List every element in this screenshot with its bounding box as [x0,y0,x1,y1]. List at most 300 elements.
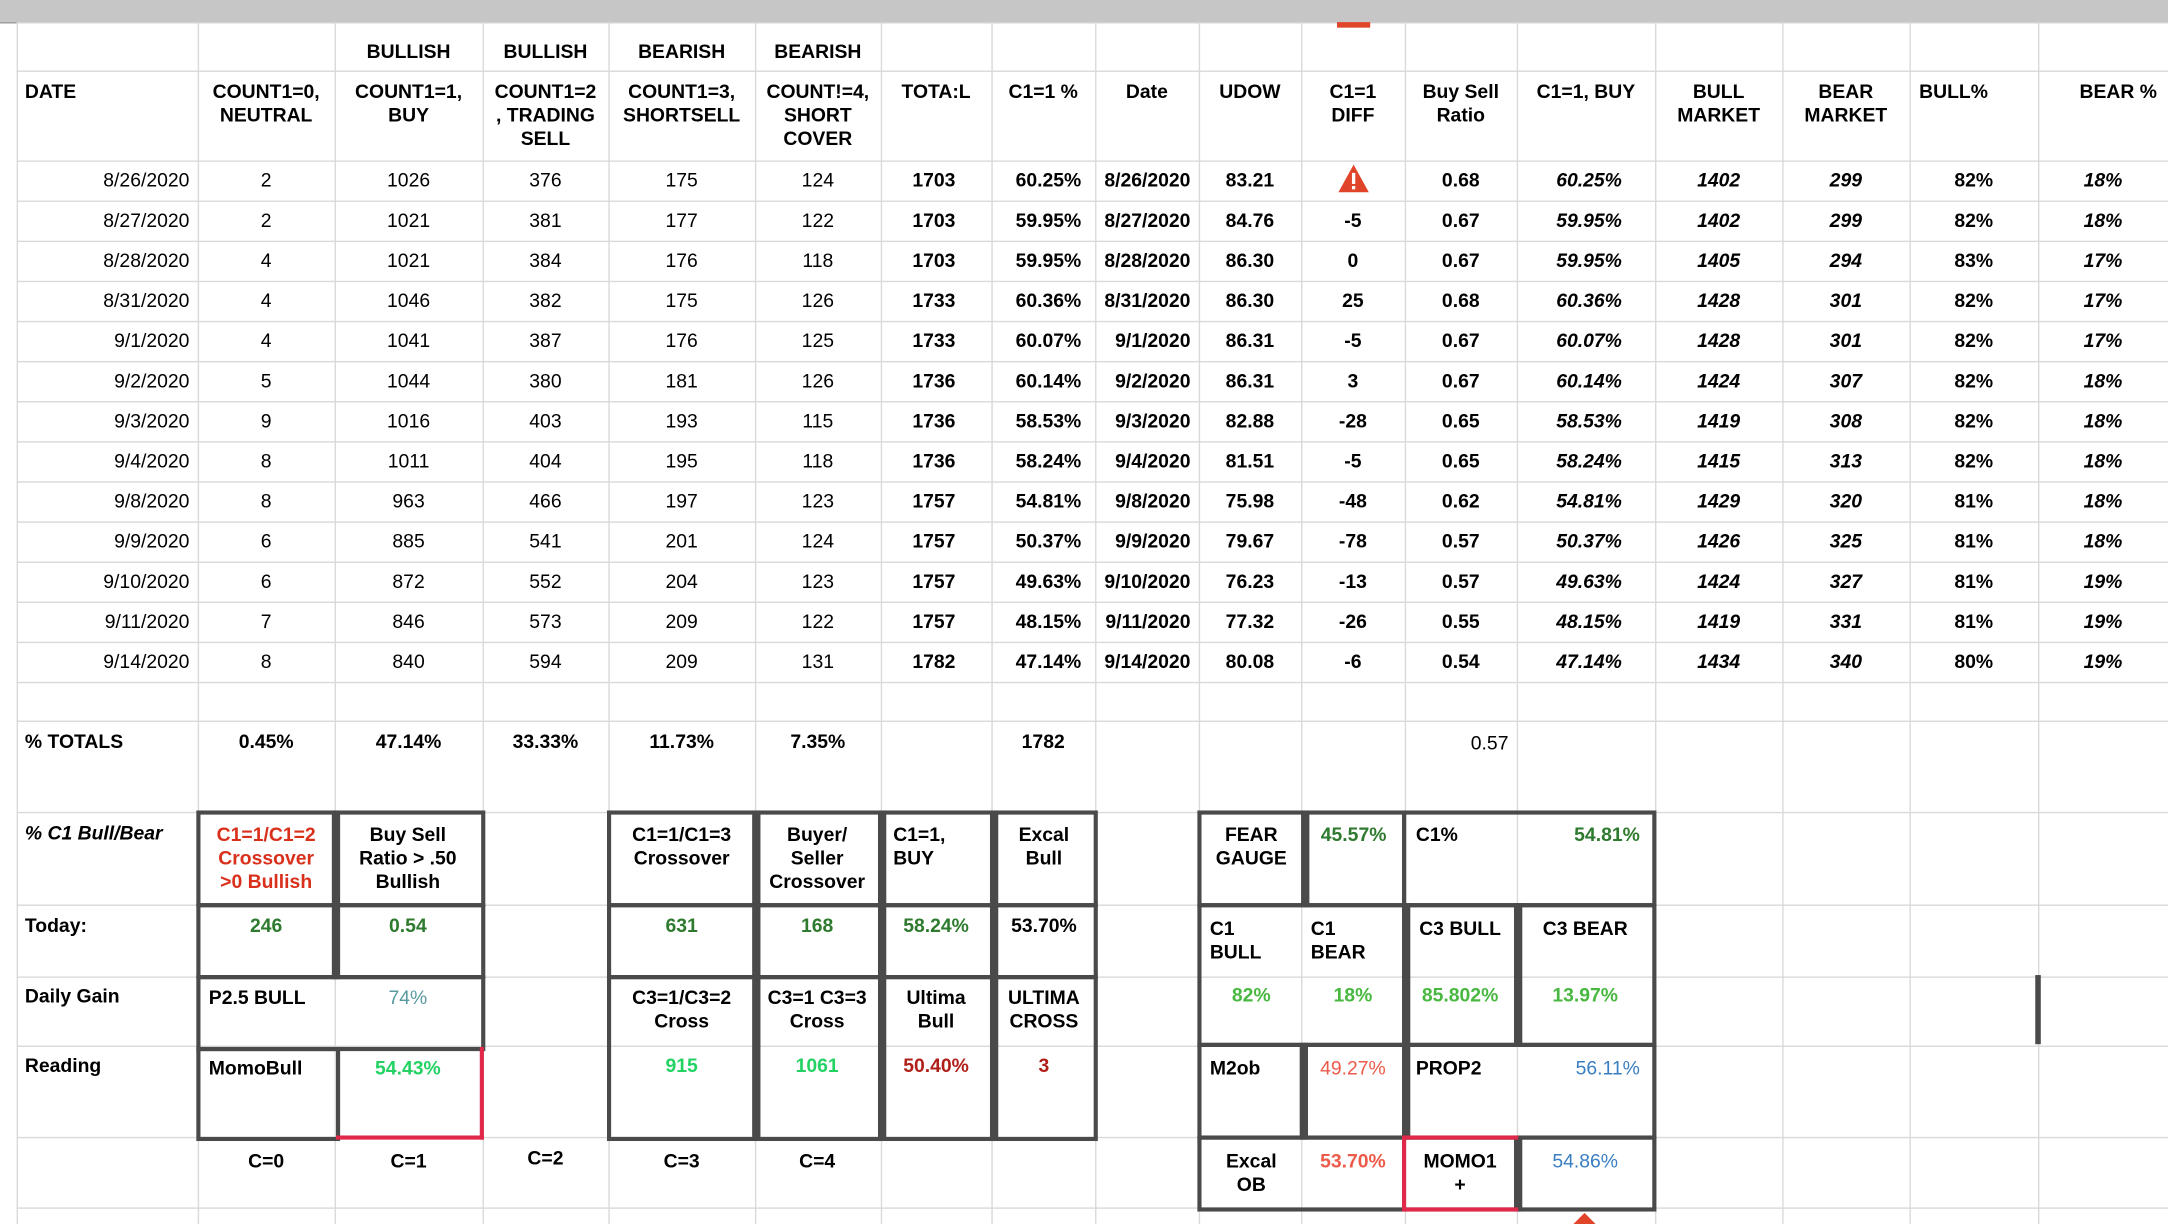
table-cell[interactable]: 376 [529,168,562,191]
table-cell[interactable]: 1736 [912,369,956,392]
grid-hline [17,71,2168,72]
table-cell[interactable]: 404 [529,449,562,472]
c3c3-cross-label: C3=1 C3=3 Cross [767,986,867,1032]
table-cell[interactable]: 83.21 [1225,168,1275,191]
table-cell[interactable]: 1046 [387,289,431,312]
table-cell[interactable]: 466 [529,489,562,512]
ultima-cross-value: 3 [1038,1053,1050,1077]
column-header[interactable]: BEAR % [2079,80,2157,103]
table-cell[interactable]: 17% [2083,248,2123,272]
c1-bear-label: C1 BEAR [1310,916,1366,963]
table-cell[interactable]: 47.14% [1556,650,1622,673]
table-cell[interactable]: 387 [529,329,562,352]
column-header[interactable]: C1=1, BUY [1536,80,1636,103]
table-cell[interactable]: 18% [2083,168,2123,191]
column-header[interactable]: Buy Sell Ratio [1422,80,1499,126]
table-cell[interactable]: 1021 [387,208,431,231]
table-cell[interactable]: 1011 [387,449,430,472]
table-cell[interactable]: 963 [392,489,425,512]
p25-bull-value: 74% [388,986,428,1009]
table-cell[interactable]: 82% [1954,449,1994,472]
table-cell[interactable]: -78 [1338,529,1367,552]
table-cell[interactable]: 1757 [912,489,956,512]
table-cell[interactable]: -5 [1344,208,1362,231]
table-cell[interactable]: 84.76 [1225,208,1275,231]
bottom-label-c2: C=2 [527,1146,564,1169]
table-cell[interactable]: 193 [665,409,698,432]
table-cell[interactable]: 50.37% [1015,529,1082,552]
table-cell[interactable]: 331 [1829,609,1862,633]
table-cell[interactable]: 209 [665,609,698,633]
table-cell[interactable]: 9/1/2020 [1115,329,1191,352]
table-cell[interactable]: 313 [1829,449,1862,472]
table-cell[interactable]: 541 [529,529,562,552]
table-cell[interactable]: 9/14/2020 [103,650,190,673]
table-cell[interactable]: 131 [801,650,834,673]
table-cell[interactable]: 0.65 [1441,409,1480,432]
table-cell[interactable]: 83% [1954,248,1994,272]
table-cell[interactable]: 181 [665,369,698,392]
table-cell[interactable]: 80.08 [1225,650,1275,673]
table-cell[interactable]: 1428 [1697,289,1741,312]
table-cell[interactable]: 2 [260,168,272,191]
c3c3-cross-value: 1061 [795,1053,839,1077]
column-header[interactable]: BULL% [1919,80,1988,103]
table-cell[interactable]: 1703 [912,168,956,191]
table-cell[interactable]: 209 [665,650,698,673]
table-cell[interactable]: 9/11/2020 [104,609,190,633]
table-cell[interactable]: 18% [2083,489,2123,512]
table-cell[interactable]: 320 [1829,489,1862,512]
ultima-cross-label: ULTIMA CROSS [1008,986,1080,1032]
table-cell[interactable]: 1733 [912,289,956,312]
table-cell[interactable]: 1419 [1697,409,1741,432]
table-cell[interactable]: 81% [1954,529,1994,552]
table-cell[interactable]: 59.95% [1015,248,1082,272]
c3-bear-label: C3 BEAR [1542,916,1628,940]
c3-bull-label: C3 BULL [1419,916,1501,940]
table-cell[interactable]: 9/2/2020 [114,369,190,392]
momobull-value: 54.43% [375,1056,441,1079]
table-cell[interactable]: 1757 [912,529,956,552]
table-cell[interactable]: 49.63% [1015,569,1082,592]
column-header[interactable]: COUNT1=3, SHORTSELL [623,80,741,126]
group-header-bearish-2: BEARISH [774,40,862,63]
grid-hline [17,281,2168,282]
table-cell[interactable]: 118 [802,248,834,272]
totals-c1: 47.14% [375,730,442,753]
table-cell[interactable]: 382 [529,289,562,312]
table-cell[interactable]: 1021 [387,248,431,272]
table-cell[interactable]: -5 [1344,329,1362,352]
label-c1-bull-bear: % C1 Bull/Bear [24,821,163,844]
table-cell[interactable]: 1736 [912,449,956,472]
table-cell[interactable]: 19% [2083,569,2123,592]
table-cell[interactable]: 118 [802,449,834,472]
c3-bear-value: 13.97% [1552,983,1619,1006]
label-daily-gain: Daily Gain [24,984,120,1007]
table-cell[interactable]: 49.63% [1556,569,1622,592]
grid-hline [17,481,2168,482]
c1-bull-value: 82% [1231,983,1271,1006]
table-cell[interactable]: 82% [1954,369,1994,392]
table-cell[interactable]: 0.57 [1441,569,1480,592]
totals-c3: 11.73% [649,730,714,753]
table-cell[interactable]: 308 [1829,409,1862,432]
table-cell[interactable]: 0.54 [1441,650,1480,673]
table-cell[interactable]: 81.51 [1225,449,1275,472]
table-cell[interactable]: 552 [529,569,562,592]
table-cell[interactable]: 60.25% [1015,168,1082,191]
table-cell[interactable]: 340 [1829,650,1862,673]
table-cell[interactable]: 384 [529,248,562,272]
table-cell[interactable]: 299 [1829,208,1862,231]
table-cell[interactable]: 81% [1954,569,1994,592]
column-header[interactable]: Date [1125,80,1168,103]
table-cell[interactable]: 59.95% [1556,248,1622,272]
table-cell[interactable]: 59.95% [1015,208,1082,231]
table-cell[interactable]: 54.81% [1556,489,1622,512]
table-cell[interactable]: 381 [529,208,562,231]
table-cell[interactable]: 60.07% [1015,329,1082,352]
c3c2-cross-value: 915 [665,1053,698,1077]
table-cell[interactable]: -28 [1338,409,1367,432]
excal-bull-value: 53.70% [1011,914,1077,937]
table-cell[interactable]: 9 [260,409,272,432]
grid-hline [17,521,2168,522]
table-cell[interactable]: 1016 [387,409,431,432]
table-cell[interactable]: 1424 [1697,569,1741,592]
table-cell[interactable]: 82% [1954,208,1994,231]
table-cell[interactable]: 19% [2083,650,2123,673]
table-cell[interactable]: 177 [665,208,698,231]
bottom-label-c3: C=3 [663,1149,700,1172]
table-cell[interactable]: 50.37% [1556,529,1622,552]
table-cell[interactable]: 75.98 [1225,489,1275,512]
table-cell[interactable]: 1044 [387,369,431,392]
table-cell[interactable]: 0.67 [1441,329,1480,352]
table-cell[interactable]: 17% [2083,289,2123,312]
table-cell[interactable]: 9/1/2020 [114,329,190,352]
table-cell[interactable]: 18% [2083,409,2123,432]
table-cell[interactable]: 9/4/2020 [1115,449,1191,472]
table-cell[interactable]: 9/3/2020 [114,409,190,432]
table-cell[interactable]: 7 [260,609,272,633]
table-cell[interactable]: 58.24% [1015,449,1082,472]
excal-ob-value: 53.70% [1320,1149,1386,1172]
table-cell[interactable]: 1419 [1697,609,1741,633]
table-cell[interactable]: 82% [1954,289,1994,312]
table-cell[interactable]: 4 [260,248,272,272]
table-cell[interactable]: 86.31 [1225,369,1275,392]
grid-hline [17,562,2168,563]
table-cell[interactable]: -13 [1338,569,1367,592]
table-cell[interactable]: 8 [260,650,272,673]
table-cell[interactable]: 0.55 [1441,609,1480,633]
table-cell[interactable]: 1703 [912,248,956,272]
totals-c2: 33.33% [512,730,579,753]
table-cell[interactable]: 872 [392,569,425,592]
table-cell[interactable]: 17% [2083,329,2123,352]
table-cell[interactable]: 125 [801,329,834,352]
table-cell[interactable]: 19% [2083,609,2123,633]
c3-bull-value: 85.802% [1421,983,1499,1006]
column-header[interactable]: C1=1 DIFF [1329,80,1377,126]
ratio-bullish-value: 0.54 [389,914,427,937]
sheet-top-bar [0,0,2168,24]
table-cell[interactable]: 126 [801,289,834,312]
column-header[interactable]: COUNT!=4, SHORT COVER [766,80,870,150]
table-cell[interactable]: 195 [665,449,698,472]
grid-hline [17,401,2168,402]
table-cell[interactable]: 8/28/2020 [103,248,190,272]
table-cell[interactable]: 197 [665,489,698,512]
table-cell[interactable]: 0.68 [1441,168,1480,191]
totals-ratio: 0.57 [1470,731,1509,754]
table-cell[interactable]: 1757 [912,609,956,633]
column-header[interactable]: UDOW [1219,80,1281,103]
prop2-value: 56.11% [1575,1056,1640,1079]
table-cell[interactable]: 126 [801,369,834,392]
table-cell[interactable]: 86.30 [1225,289,1275,312]
table-cell[interactable]: 175 [665,289,698,312]
table-cell[interactable]: 1429 [1697,489,1741,512]
table-cell[interactable]: 9/14/2020 [1104,650,1191,673]
table-cell[interactable]: 1736 [912,409,956,432]
table-cell[interactable]: 18% [2083,449,2123,472]
table-cell[interactable]: 5 [260,369,272,392]
table-cell[interactable]: 9/9/2020 [1115,529,1191,552]
table-cell[interactable]: 60.07% [1556,329,1622,352]
c1-bull-label: C1 BULL [1209,916,1262,963]
table-cell[interactable]: 0 [1347,248,1359,272]
table-cell[interactable]: 8 [260,449,272,472]
table-cell[interactable]: 6 [260,569,272,592]
c1-pct-label: C1% [1415,822,1458,846]
table-cell[interactable]: 1428 [1697,329,1741,352]
table-cell[interactable]: 175 [665,168,698,191]
table-cell[interactable]: 204 [665,569,698,592]
grid-hline [17,160,2168,161]
table-cell[interactable]: 82% [1954,329,1994,352]
table-cell[interactable]: -6 [1344,650,1362,673]
table-cell[interactable]: 6 [260,529,272,552]
table-cell[interactable]: 301 [1829,289,1862,312]
table-cell[interactable]: -5 [1344,449,1362,472]
table-cell[interactable]: 840 [392,650,425,673]
table-cell[interactable]: 3 [1347,369,1359,392]
grid-hline [17,441,2168,442]
c1-pct-value: 54.81% [1574,822,1640,846]
grid-hline [17,602,2168,603]
buyer-seller-crossover-value: 168 [800,914,834,937]
grid-hline [17,1207,2168,1208]
table-cell[interactable]: 380 [529,369,562,392]
table-cell[interactable]: 0.62 [1441,489,1480,512]
table-cell[interactable]: 80% [1954,650,1994,673]
table-cell[interactable]: 123 [801,489,834,512]
table-cell[interactable]: 1402 [1697,208,1741,231]
warning-triangle-icon [1573,1213,1595,1224]
table-cell[interactable]: 1703 [912,208,956,231]
table-cell[interactable]: 4 [260,289,272,312]
totals-c4: 7.35% [790,730,846,753]
table-cell[interactable]: 123 [801,569,834,592]
table-cell[interactable]: 846 [392,609,425,633]
ultima-bull-value: 50.40% [903,1053,969,1077]
table-cell[interactable]: 48.15% [1015,609,1082,633]
table-cell[interactable]: 77.32 [1225,609,1275,633]
table-cell[interactable]: 0.67 [1441,208,1480,231]
table-cell[interactable]: 1733 [912,329,956,352]
table-cell[interactable]: 0.68 [1441,289,1480,312]
table-cell[interactable]: 176 [665,248,698,272]
table-cell[interactable]: 82.88 [1225,409,1275,432]
table-cell[interactable]: 18% [2083,208,2123,231]
m2ob-label: M2ob [1209,1056,1261,1079]
table-cell[interactable]: 1782 [912,650,956,673]
table-cell[interactable]: 115 [802,409,834,432]
table-cell[interactable]: 299 [1829,168,1862,191]
table-cell[interactable]: 60.14% [1015,369,1082,392]
table-cell[interactable]: 0.65 [1441,449,1480,472]
column-header[interactable]: BULL MARKET [1677,80,1761,126]
column-header[interactable]: C1=1 % [1008,80,1078,103]
fear-gauge-value: 45.57% [1320,822,1387,846]
table-cell[interactable]: 573 [529,609,562,633]
column-header[interactable]: COUNT1=1, BUY [355,80,463,126]
ultima-bull-label: Ultima Bull [906,986,966,1032]
table-cell[interactable]: 0.67 [1441,248,1480,272]
bottom-label-c4: C=4 [799,1149,836,1172]
table-cell[interactable]: 9/9/2020 [114,529,190,552]
table-cell[interactable]: 9/8/2020 [1115,489,1191,512]
table-cell[interactable]: 8/31/2020 [1104,289,1191,312]
table-cell[interactable]: -26 [1338,609,1367,633]
table-cell[interactable]: 60.36% [1015,289,1082,312]
table-cell[interactable]: 60.14% [1556,369,1622,392]
table-cell[interactable]: 403 [529,409,562,432]
table-cell[interactable]: 124 [801,529,834,552]
table-cell[interactable]: 76.23 [1225,569,1275,592]
table-cell[interactable]: 307 [1829,369,1862,392]
table-cell[interactable]: 9/8/2020 [114,489,190,512]
momo1-value: 54.86% [1552,1149,1619,1172]
table-cell[interactable]: 60.25% [1556,168,1622,191]
table-cell[interactable]: 1026 [387,168,431,191]
table-cell[interactable]: 1041 [387,329,431,352]
c1-buy-label: C1=1, BUY [893,822,946,869]
table-cell[interactable]: 47.14% [1015,650,1082,673]
buyer-seller-crossover-label: Buyer/ Seller Crossover [769,822,866,893]
table-cell[interactable]: 0.57 [1441,529,1480,552]
table-cell[interactable]: 60.36% [1556,289,1622,312]
table-cell[interactable]: 48.15% [1556,609,1622,633]
table-cell[interactable]: 82% [1954,168,1994,191]
table-cell[interactable]: 327 [1829,569,1862,592]
table-cell[interactable]: 86.31 [1225,329,1275,352]
column-header[interactable]: TOTA:L [901,80,971,103]
table-cell[interactable]: 8/26/2020 [103,168,190,191]
table-cell[interactable]: 124 [801,168,834,191]
table-cell[interactable]: 25 [1342,289,1364,312]
group-header-bullish-1: BULLISH [366,40,451,63]
column-header[interactable]: COUNT1=2 , TRADING SELL [494,80,597,150]
table-cell[interactable]: 8/27/2020 [103,208,190,231]
momo1-label: MOMO1 + [1423,1149,1497,1195]
table-cell[interactable]: 4 [260,329,272,352]
table-cell[interactable]: 1426 [1697,529,1741,552]
table-cell[interactable]: 885 [392,529,425,552]
table-cell[interactable]: 1405 [1697,248,1741,272]
table-cell[interactable]: 9/11/2020 [1105,609,1191,633]
table-cell[interactable]: 301 [1829,329,1862,352]
table-cell[interactable]: 1415 [1697,449,1741,472]
table-cell[interactable]: 9/10/2020 [1104,569,1191,592]
c3-crossover-value: 631 [665,914,698,937]
table-cell[interactable]: 122 [801,609,834,633]
table-cell[interactable]: -48 [1338,489,1367,512]
table-cell[interactable]: 122 [801,208,834,231]
excal-ob-label: Excal OB [1226,1149,1277,1195]
table-cell[interactable]: 8/27/2020 [1104,208,1191,231]
table-cell[interactable]: 1424 [1697,369,1741,392]
table-cell[interactable]: 8/26/2020 [1104,168,1191,191]
table-cell[interactable]: 0.67 [1441,369,1480,392]
table-cell[interactable]: 201 [665,529,698,552]
table-cell[interactable]: 8/28/2020 [1104,248,1191,272]
table-cell[interactable]: 9/10/2020 [103,569,190,592]
group-header-bullish-2: BULLISH [503,40,588,63]
table-cell[interactable]: 58.53% [1556,409,1622,432]
table-cell[interactable]: 58.53% [1015,409,1082,432]
table-cell[interactable]: 8/31/2020 [103,289,190,312]
table-cell[interactable]: 294 [1829,248,1862,272]
column-header[interactable]: COUNT1=0, NEUTRAL [212,80,320,126]
table-cell[interactable]: 176 [665,329,698,352]
table-cell[interactable]: 325 [1829,529,1862,552]
m2ob-value: 49.27% [1320,1056,1386,1079]
table-cell[interactable]: 81% [1954,609,1994,633]
table-cell[interactable]: 59.95% [1556,208,1622,231]
excal-bull-label: Excal Bull [1018,822,1070,869]
table-cell[interactable]: 58.24% [1556,449,1622,472]
label-today: Today: [24,914,87,937]
grid-hline [17,682,2168,683]
column-header[interactable]: BEAR MARKET [1804,80,1888,126]
table-cell[interactable]: 9/3/2020 [1115,409,1191,432]
table-cell[interactable]: 18% [2083,369,2123,392]
totals-label: % TOTALS [24,730,124,753]
table-cell[interactable]: 1757 [912,569,956,592]
table-cell[interactable]: 81% [1954,489,1994,512]
column-header[interactable]: DATE [24,80,77,103]
table-cell[interactable]: 54.81% [1015,489,1082,512]
table-cell[interactable]: 9/4/2020 [114,449,190,472]
table-cell[interactable]: 1402 [1697,168,1741,191]
grid-hline [17,642,2168,643]
table-cell[interactable]: 9/2/2020 [1115,369,1191,392]
table-cell[interactable]: 8 [260,489,272,512]
table-cell[interactable]: 2 [260,208,272,231]
table-cell[interactable]: 594 [529,650,562,673]
table-cell[interactable]: 82% [1954,409,1994,432]
table-cell[interactable]: 1434 [1697,650,1741,673]
table-cell[interactable]: 86.30 [1225,248,1275,272]
grid-hline [17,976,2168,977]
table-cell[interactable]: 18% [2083,529,2123,552]
table-cell[interactable]: 79.67 [1225,529,1275,552]
